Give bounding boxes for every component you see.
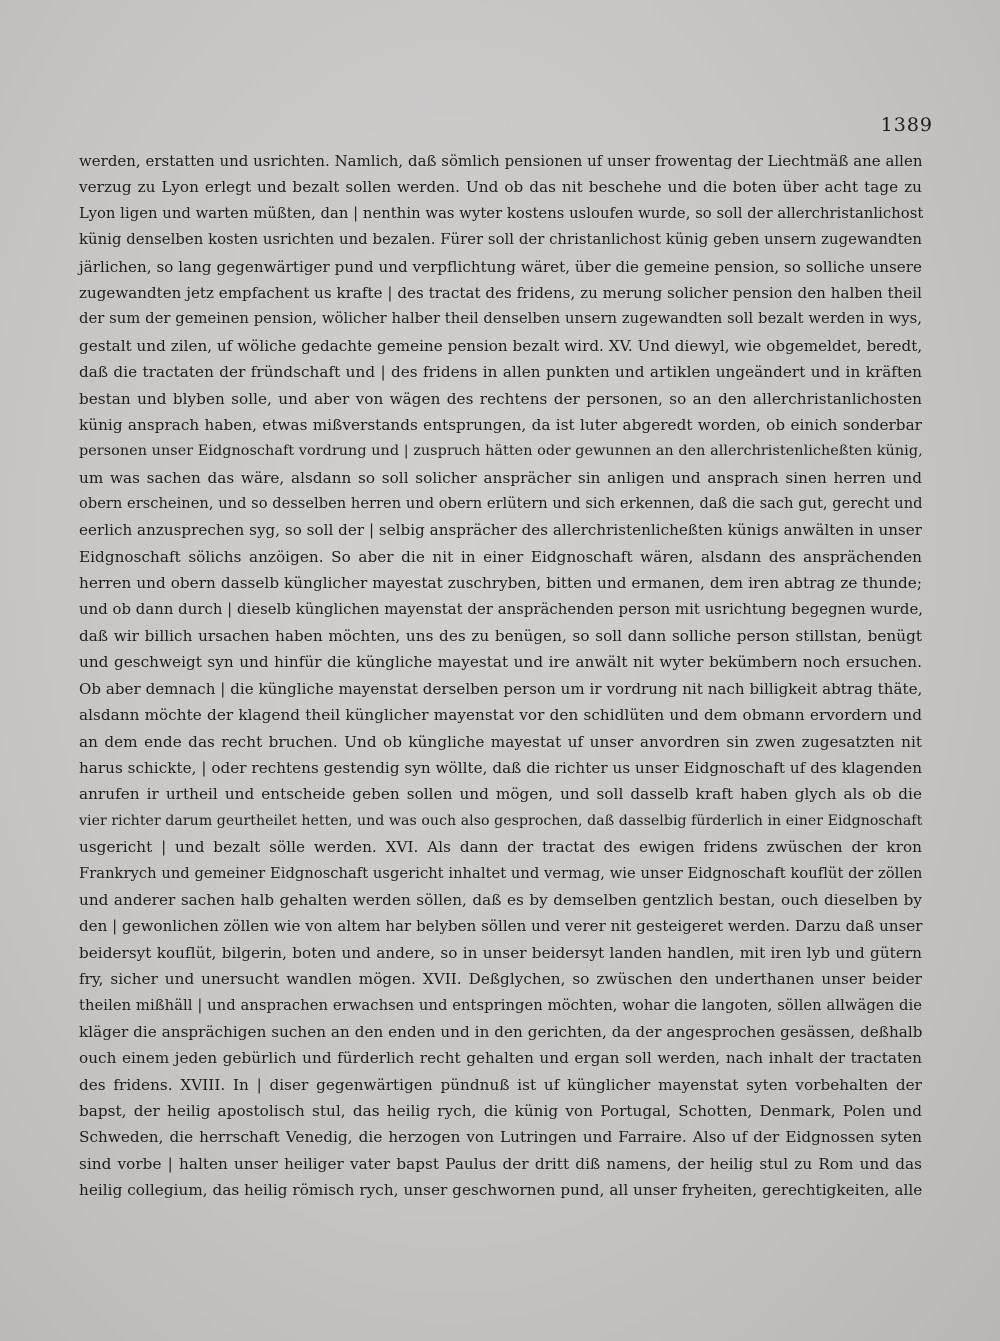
- text-line: künig ansprach haben, etwas mißverstands entsprungen, da ist luter abgeredt worden, ob einich sonderbar: [79, 415, 922, 434]
- text-line: alsdann möchte der klagend theil künglicher mayenstat vor den schidlüten und dem obmann ervordern und: [79, 706, 922, 725]
- text-line: Frankrych und gemeiner Eidgnoschaft usgericht inhaltet und vermag, wie unser Eidgnoschaft kouflüt der zöllen: [79, 864, 923, 882]
- text-line: theilen mißhäll | und ansprachen erwachsen und entspringen möchten, wohar die langoten, söllen allwägen die: [79, 996, 922, 1014]
- text-line: järlichen, so lang gegenwärtiger pund und verpflichtung wäret, über die gemeine pension, so solliche unsere: [79, 257, 922, 276]
- text-line: heilig collegium, das heilig römisch rych, unser geschwornen pund, all unser fryheiten, gerechtigkeiten, alle: [79, 1181, 923, 1200]
- page-number: 1389: [880, 114, 933, 136]
- text-line: Ob aber demnach | die küngliche mayenstat derselben person um ir vordrung nit nach billigkeit abtrag thäte,: [79, 679, 923, 698]
- text-line: verzug zu Lyon erlegt und bezalt sollen werden. Und ob das nit beschehe und die boten über acht tage zu: [79, 178, 922, 197]
- text-line: vier richter darum geurtheilet hetten, und was ouch also gesprochen, daß dasselbig fürderlich in einer Eidgnoschaft: [79, 812, 923, 829]
- text-line: daß die tractaten der fründschaft und | des fridens in allen punkten und artiklen ungeändert und in kräften: [79, 363, 922, 382]
- body-text: [79, 148, 922, 1204]
- text-line: des fridens. XVIII. In | diser gegenwärtigen pündnuß ist uf künglicher mayenstat syten vorbehalten der: [79, 1075, 922, 1094]
- text-line: usgericht | und bezalt sölle werden. XVI. Als dann der tractat des ewigen fridens zwüschen der kron: [79, 838, 922, 857]
- text-line: bapst, der heilig apostolisch stul, das heilig rych, die künig von Portugal, Schotten, Denmark, Polen und: [79, 1102, 922, 1121]
- text-line: zugewandten jetz empfachent us krafte | des tractat des fridens, zu merung solicher pension den halben theil: [79, 283, 922, 302]
- text-line: der sum der gemeinen pension, wölicher halber theil denselben unsern zugewandten soll bezalt werden in wys,: [79, 310, 922, 328]
- text-line: daß wir billich ursachen haben möchten, uns des zu benügen, so soll dann solliche person stillstan, benügt: [79, 627, 922, 646]
- text-line: gestalt und zilen, uf wöliche gedachte gemeine pension bezalt wird. XV. Und diewyl, wie obgemeldet, beredt,: [79, 336, 923, 355]
- text-line: eerlich anzusprechen syg, so soll der | selbig ansprächer des allerchristenlicheßten künigs anwälten in unser: [79, 521, 922, 540]
- text-line: Lyon ligen und warten müßten, dan | nenthin was wyter kostens usloufen wurde, so soll der allerchristanlichost: [79, 204, 924, 222]
- text-line: obern erscheinen, und so desselben herren und obern erlütern und sich erkennen, daß die sach gut, gerecht und: [79, 495, 923, 513]
- text-line: und geschweigt syn und hinfür die küngliche mayestat und ire anwält nit wyter bekümbern noch ersuchen.: [79, 653, 922, 672]
- text-line: anrufen ir urtheil und entscheide geben sollen und mögen, und soll dasselb kraft haben glych als ob die: [79, 785, 922, 804]
- text-line: harus schickte, | oder rechtens gestendig syn wöllte, daß die richter us unser Eidgnoschaft uf des klagenden: [79, 758, 922, 777]
- text-line: beidersyt kouflüt, bilgerin, boten und andere, so in unser beidersyt landen handlen, mit iren lyb und gütern: [79, 943, 922, 962]
- text-line: ouch einem jeden gebürlich und fürderlich recht gehalten und ergan soll werden, nach inhalt der tractaten: [79, 1049, 922, 1068]
- text-line: personen unser Eidgnoschaft vordrung und | zuspruch hätten oder gewunnen an den allerchristenlicheßten künig,: [79, 443, 923, 460]
- text-line: und anderer sachen halb gehalten werden söllen, daß es by demselben gentzlich bestan, ouch dieselben by: [79, 890, 922, 909]
- text-line: Eidgnoschaft sölichs anzöigen. So aber die nit in einer Eidgnoschaft wären, alsdann des ansprächenden: [79, 547, 922, 566]
- text-line: Schweden, die herrschaft Venedig, die herzogen von Lutringen und Farraire. Also uf der Eidgnossen syten: [79, 1128, 922, 1147]
- text-line: herren und obern dasselb künglicher mayestat zuschryben, bitten und ermanen, dem iren abtrag ze thunde;: [79, 574, 922, 593]
- text-line: und ob dann durch | dieselb künglichen mayenstat der ansprächenden person mit usrichtung begegnen wurde,: [79, 600, 924, 618]
- text-line: den | gewonlichen zöllen wie von altem har belyben söllen und verer nit gesteigeret werden. Darzu daß unser: [79, 917, 923, 936]
- text-line: bestan und blyben solle, und aber von wägen des rechtens der personen, so an den allerchristanlichosten: [79, 389, 922, 408]
- text-line: sind vorbe | halten unser heiliger vater bapst Paulus der dritt diß namens, der heilig stul zu Rom und das: [79, 1154, 922, 1173]
- text-line: fry, sicher und unersucht wandlen mögen. XVII. Deßglychen, so zwüschen den underthanen unser beider: [79, 970, 922, 989]
- text-line: um was sachen das wäre, alsdann so soll solicher ansprächer sin anligen und ansprach sinen herren und: [79, 468, 922, 487]
- text-line: an dem ende das recht bruchen. Und ob küngliche mayestat uf unser anvordren sin zwen zugesatzten nit: [79, 732, 922, 751]
- text-line: künig denselben kosten usrichten und bezalen. Fürer soll der christanlichost künig geben unsern zugewandten: [79, 231, 922, 249]
- text-line: werden, erstatten und usrichten. Namlich, daß sömlich pensionen uf unser frowentag der Liechtmäß ane allen: [79, 152, 923, 170]
- text-line: kläger die ansprächigen suchen an den enden und in den gerichten, da der angesprochen gesässen, deßhalb: [79, 1022, 923, 1041]
